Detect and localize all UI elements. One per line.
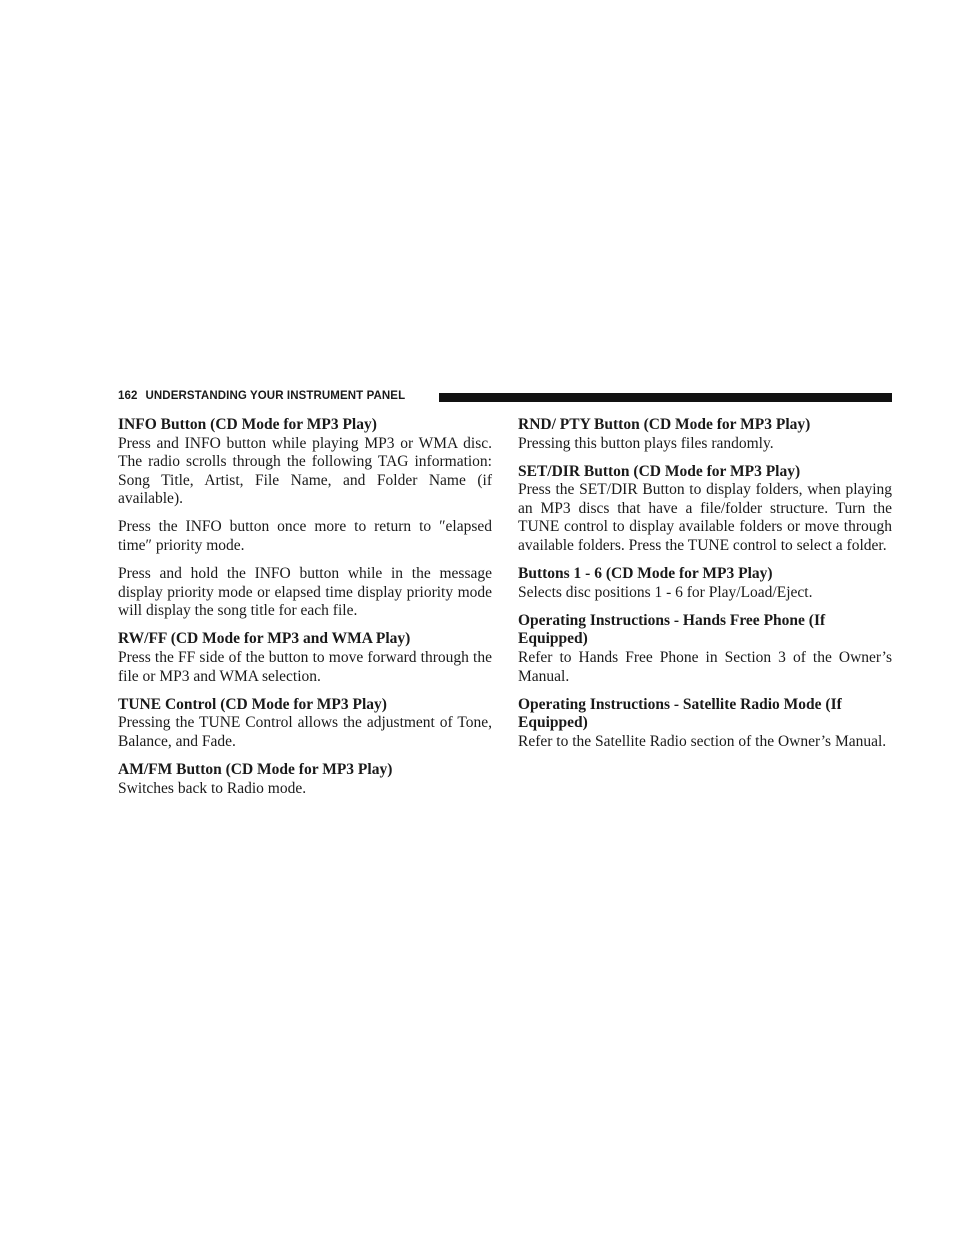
- section-paragraph: Pressing this button plays files randomly.: [518, 434, 774, 452]
- section-heading: INFO Button (CD Mode for MP3 Play): [118, 416, 377, 433]
- section-paragraph: Switches back to Radio mode.: [118, 779, 307, 797]
- section-heading: TUNE Control (CD Mode for MP3 Play): [118, 695, 387, 713]
- section-paragraph: Press the INFO button once more to return to ″elapsed time″ priority mode.: [118, 518, 492, 555]
- section-paragraph: Selects disc positions 1 - 6 for Play/Load/Eject.: [518, 583, 813, 601]
- section-am-fm-button: [118, 761, 492, 798]
- section-paragraph: Press the FF side of the button to move forward through the file or MP3 and WMA selection.: [118, 649, 492, 685]
- header-rule-bar: [439, 393, 892, 402]
- section-info-button: [118, 416, 492, 621]
- section-rnd-pty-button: [518, 416, 892, 453]
- section-heading: Operating Instructions - Satellite Radio Mode (If Equipped): [518, 695, 842, 732]
- section-paragraph: Pressing the TUNE Control allows the adjustment of Tone, Balance, and Fade.: [118, 714, 492, 750]
- section-paragraph: Press the SET/DIR Button to display folders, when playing an MP3 discs that have a file/folder structure. Turn the TUNE control to display available folders or move through available folders. Press the TUNE control to select a folder.: [518, 481, 892, 555]
- section-paragraph: Refer to the Satellite Radio section of the Owner’s Manual.: [518, 732, 887, 750]
- section-tune-control: [118, 696, 492, 752]
- page-header: [118, 389, 892, 405]
- section-paragraph: Press and INFO button while playing MP3 or WMA disc. The radio scrolls through the following TAG information: Song Title, Artist, File Name, and Folder Name (if available).: [118, 434, 492, 508]
- section-rw-ff: [118, 630, 492, 686]
- section-heading: AM/FM Button (CD Mode for MP3 Play): [118, 761, 393, 778]
- header-title: UNDERSTANDING YOUR INSTRUMENT PANEL: [145, 390, 406, 402]
- section-heading: RW/FF (CD Mode for MP3 and WMA Play): [118, 630, 411, 648]
- section-hands-free-phone: [518, 612, 892, 686]
- section-heading: SET/DIR Button (CD Mode for MP3 Play): [518, 462, 801, 480]
- section-buttons-1-6: [518, 565, 892, 602]
- section-satellite-radio: [518, 696, 892, 752]
- section-paragraph: Refer to Hands Free Phone in Section 3 of the Owner’s Manual.: [518, 649, 892, 685]
- section-heading: RND/ PTY Button (CD Mode for MP3 Play): [518, 416, 811, 433]
- left-column: [118, 416, 492, 808]
- section-paragraph: Press and hold the INFO button while in the message display priority mode or elapsed time display priority mode will display the song title for each file.: [118, 565, 492, 620]
- section-heading: Buttons 1 - 6 (CD Mode for MP3 Play): [518, 565, 773, 583]
- section-set-dir-button: [518, 463, 892, 556]
- running-header: [118, 390, 405, 402]
- right-column: [518, 416, 892, 761]
- section-heading: Operating Instructions - Hands Free Phone (If Equipped): [518, 611, 826, 648]
- page-number: 162: [118, 390, 138, 402]
